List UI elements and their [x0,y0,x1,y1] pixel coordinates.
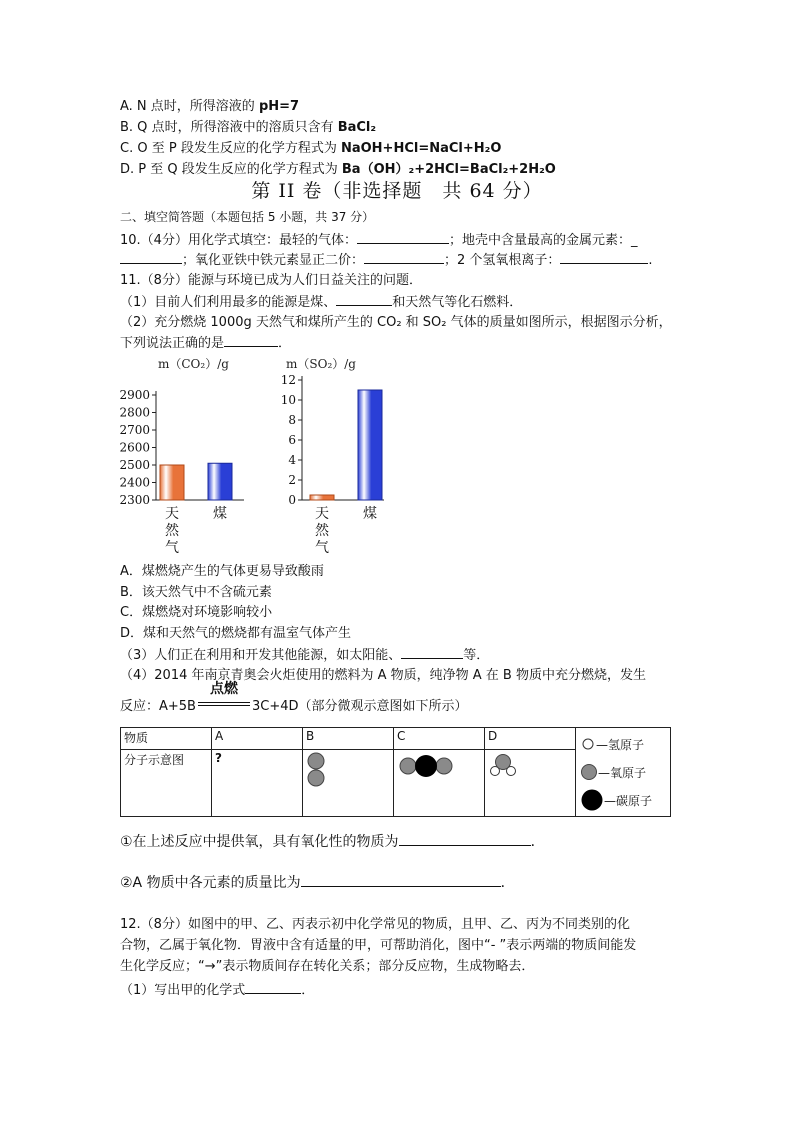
x-category-label: 煤 [363,506,377,522]
table-header: C [394,728,485,750]
q12-line2: 合物，乙属于氧化物．胃液中含有适量的甲，可帮助消化，图中“- ”表示两端的物质间能发 [120,938,637,953]
co2-bar-chart [112,352,272,560]
molecule-a: ? [212,749,303,816]
molecule-d [485,749,576,816]
bar-natural-gas [160,465,184,500]
q11-part2-line1: （2）充分燃烧 1000g 天然气和煤所产生的 CO₂ 和 SO₂ 气体的质量如图所示，根据图示分析， [120,315,672,330]
y-tick-label: 2 [288,473,296,487]
atom-legend [576,728,671,817]
answer-blank[interactable] [357,231,449,244]
molecule-c [394,749,485,816]
chart-title: m（CO₂）/g [158,357,229,371]
y-tick-label: 12 [280,373,296,387]
x-category-label: 煤 [213,506,227,522]
y-tick-label: 2400 [119,475,150,490]
y-tick-label: 2700 [119,423,150,437]
y-tick-label: 0 [288,493,296,507]
q11-part1: （1）目前人们利用最多的能源是煤、 和天然气等化石燃料． [120,295,523,310]
so2-bar-chart [272,352,412,560]
table-header: 物质 [121,728,212,750]
option-a: A. N 点时，所得溶液的 pH=7 [120,99,300,114]
table-header: D [485,728,576,750]
section-header: 二、填空简答题（本题包括 5 小题，共 37 分） [120,210,375,224]
y-tick-label: 4 [288,453,296,467]
y-tick-label: 2900 [119,388,150,402]
x-category-label: 天 [165,506,179,522]
q11-sub2: ②A 物质中各元素的质量比为 ． [120,875,515,891]
section-title: 第 II 卷（非选择题 共 64 分） [251,180,543,202]
y-tick-label: 2300 [119,493,150,507]
y-tick-label: 6 [288,433,296,447]
x-category-label: 天 [315,506,329,522]
answer-blank[interactable] [401,646,463,659]
y-tick-label: 10 [280,393,296,407]
hydrogen-atom-icon [580,736,596,752]
answer-blank[interactable] [560,251,648,264]
q11-sub1: ①在上述反应中提供氧，具有氧化性的物质为 ． [120,834,545,850]
q12-part1: （1）写出甲的化学式 ． [120,983,315,998]
choice-b: B．该天然气中不含硫元素 [120,585,272,600]
bar-coal [208,463,232,500]
x-category-label: 气 [315,540,329,556]
option-c: C. O 至 P 段发生反应的化学方程式为 NaOH+HCl=NaCl+H₂O [120,141,502,156]
q12-line1: 12.（8分）如图中的甲、乙、丙表示初中化学常见的物质，且甲、乙、丙为不同类别的化 [120,917,630,932]
molecule-table [120,727,671,817]
q11-part4-line2: 反应：A+5B 点燃 3C+4D（部分微观示意图如下所示） [120,681,468,714]
answer-blank[interactable] [224,334,278,347]
legend-oxygen: —氧原子 [580,758,666,786]
y-tick-label: 2800 [119,405,150,420]
q10-line2: ；氧化亚铁中铁元素显正二价： ；2 个氢氧根离子： . [120,251,653,270]
y-tick-label: 8 [288,413,296,427]
reaction-condition: 点燃 [196,696,252,710]
table-header: B [303,728,394,750]
answer-blank[interactable] [364,251,444,264]
answer-blank[interactable] [399,833,531,846]
answer-blank[interactable] [245,981,301,994]
table-header: A [212,728,303,750]
row-label: 分子示意图 [121,749,212,816]
q10-line1: 10.（4分）用化学式填空：最轻的气体： ；地壳中含量最高的金属元素：_ [120,233,638,248]
choice-a: A．煤燃烧产生的气体更易导致酸雨 [120,564,324,579]
legend-hydrogen: —氢原子 [580,730,666,758]
answer-blank[interactable] [120,251,182,264]
answer-blank[interactable] [301,874,501,887]
y-tick-label: 2500 [119,458,150,472]
choice-c: C．煤燃烧对环境影响较小 [120,605,273,620]
molecule-b [303,749,394,816]
q11-stem: 11.（8分）能源与环境已成为人们日益关注的问题． [120,273,422,288]
chart-title: m（SO₂）/g [286,357,356,371]
x-category-label: 气 [165,540,179,556]
answer-blank[interactable] [336,293,392,306]
q11-part4-line1: （4）2014 年南京青奥会火炬使用的燃料为 A 物质，纯净物 A 在 B 物质中充分燃烧，发生 [120,668,646,683]
bar-coal [358,390,382,500]
choice-d: D．煤和天然气的燃烧都有温室气体产生 [120,626,352,641]
y-tick-label: 2600 [119,440,150,455]
q11-part2-line2: 下列说法正确的是 ． [120,336,292,351]
q11-part3: （3）人们正在利用和开发其他能源，如太阳能、 等． [120,648,490,663]
bar-natural-gas [310,495,334,500]
option-d: D. P 至 Q 段发生反应的化学方程式为 Ba（OH）₂+2HCl=BaCl₂+2H₂O [120,162,556,177]
oxygen-atom-icon [580,763,598,781]
oxygen-molecule-icon [306,751,336,793]
carbon-atom-icon [580,789,604,811]
q12-line3: 生化学反应；“→”表示物质间存在转化关系；部分反应物，生成物略去． [120,959,535,974]
water-molecule-icon [488,751,528,781]
x-category-label: 然 [315,523,329,539]
x-category-label: 然 [165,523,179,539]
legend-carbon: —碳原子 [580,786,666,814]
option-b: B. Q 点时，所得溶液中的溶质只含有 BaCl₂ [120,120,377,135]
carbon-dioxide-molecule-icon [397,751,461,781]
